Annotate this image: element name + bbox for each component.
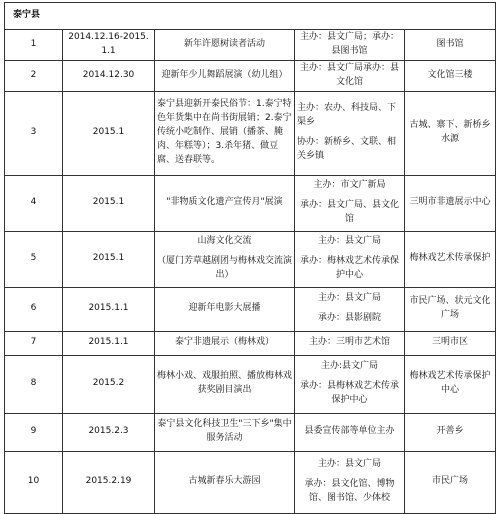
organizer-main: 主办：市文广新局 — [313, 180, 386, 191]
row-number: 9 — [5, 413, 63, 451]
row-location: 文化馆三楼 — [405, 60, 496, 91]
row-organizer — [295, 355, 405, 413]
row-date: 2015.1.1 — [63, 287, 155, 331]
organizer-assist: 协办：新桥乡、文联、相关乡镇 — [297, 137, 397, 162]
organizer-main: 主办:县文广局 — [320, 361, 379, 372]
row-number: 8 — [5, 355, 63, 413]
row-organizer — [295, 91, 405, 175]
row-activity: 迎新年少儿舞蹈展演（幼儿组） — [155, 60, 295, 91]
table-row — [5, 175, 496, 231]
row-number: 5 — [5, 231, 63, 287]
table-row — [5, 413, 496, 451]
row-number: 1 — [5, 30, 63, 61]
row-location: 梅林戏艺术传承保护 — [405, 231, 496, 287]
row-number: 2 — [5, 60, 63, 91]
row-location: 三明市区 — [405, 331, 496, 355]
organizer-assist: 承办：梅林戏艺术传承保护中心 — [299, 256, 399, 281]
organizer-assist: 承办：县影剧院 — [317, 313, 381, 324]
organizer-main: 主办：县文广局 — [317, 293, 381, 304]
row-activity: 泰宁县文化科技卫生"三下乡"集中服务活动 — [155, 413, 295, 451]
row-date: 2015.1 — [63, 231, 155, 287]
table-row — [5, 30, 496, 61]
row-date: 2015.2.3 — [63, 413, 155, 451]
organizer-main: 主办：县文广局 — [317, 236, 381, 247]
row-organizer — [295, 175, 405, 231]
row-date: 2015.2.19 — [63, 451, 155, 513]
table-row — [5, 355, 496, 413]
row-activity: 新年许愿树读者活动 — [155, 30, 295, 61]
row-organizer: 主办：县文广局承办：县文化馆 — [295, 60, 405, 91]
activity-main: 山海文化交流 — [197, 236, 252, 247]
table-title: 泰宁县 — [5, 3, 496, 30]
row-location: 梅林戏艺术传承保护中心 — [405, 355, 496, 413]
row-number: 4 — [5, 175, 63, 231]
row-date: 2015.1 — [63, 175, 155, 231]
row-organizer: 主办：三明市艺术馆 — [295, 331, 405, 355]
row-organizer: 县委宣传部等单位主办 — [295, 413, 405, 451]
row-activity: 古城新春乐大游园 — [155, 451, 295, 513]
table-row — [5, 331, 496, 355]
row-organizer — [295, 231, 405, 287]
organizer-main: 主办：农办、科技局、下渠乡 — [297, 103, 397, 128]
row-activity: 梅林小戏、戏服拍照、播放梅林戏获奖剧目演出 — [155, 355, 295, 413]
row-organizer — [295, 451, 405, 513]
table-title-row — [5, 3, 496, 30]
organizer-assist: 承办：县文广局、县文化馆 — [299, 200, 399, 225]
row-location: 开善乡 — [405, 413, 496, 451]
row-date: 2015.1 — [63, 91, 155, 175]
row-location: 古城、寨下、新桥乡水源 — [405, 91, 496, 175]
table-row — [5, 451, 496, 513]
organizer-assist: 承办：县文化馆、博物馆、图书馆、少体校 — [304, 479, 395, 504]
row-location: 市民广场、状元文化广场 — [405, 287, 496, 331]
row-location: 三明市非遗展示中心 — [405, 175, 496, 231]
row-organizer: 主办：县文广局；承办：县图书馆 — [295, 30, 405, 61]
row-number: 3 — [5, 91, 63, 175]
row-number: 10 — [5, 451, 63, 513]
table-row — [5, 91, 496, 175]
row-activity: 泰宁非遗展示（梅林戏） — [155, 331, 295, 355]
row-activity: 泰宁县迎新开泰民俗节：1.泰宁特色年货集中在尚书街展销；2.泰宁传统小吃制作、展销（播茶、腌肉、年糕等）；3.杀年猪、做豆腐、送春联等。 — [155, 91, 295, 175]
row-date: 2015.2 — [63, 355, 155, 413]
table-row — [5, 231, 496, 287]
row-date: 2014.12.30 — [63, 60, 155, 91]
row-date: 2015.1.1 — [63, 331, 155, 355]
activity-sub: （厦门芳草越剧团与梅林戏交流演出） — [157, 256, 293, 281]
event-table — [4, 2, 496, 514]
row-number: 6 — [5, 287, 63, 331]
organizer-main: 主办：县文广局 — [317, 459, 381, 470]
row-activity: "非物质文化遗产宣传月"展演 — [155, 175, 295, 231]
row-activity — [155, 231, 295, 287]
row-number: 7 — [5, 331, 63, 355]
organizer-assist: 承办：县梅林戏艺术传承保护中心 — [299, 381, 399, 406]
row-date: 2014.12.16-2015.1.1 — [63, 30, 155, 61]
row-location: 市民广场 — [405, 451, 496, 513]
row-location: 图书馆 — [405, 30, 496, 61]
row-activity: 迎新年电影大展播 — [155, 287, 295, 331]
table-row — [5, 60, 496, 91]
row-organizer — [295, 287, 405, 331]
table-row — [5, 287, 496, 331]
